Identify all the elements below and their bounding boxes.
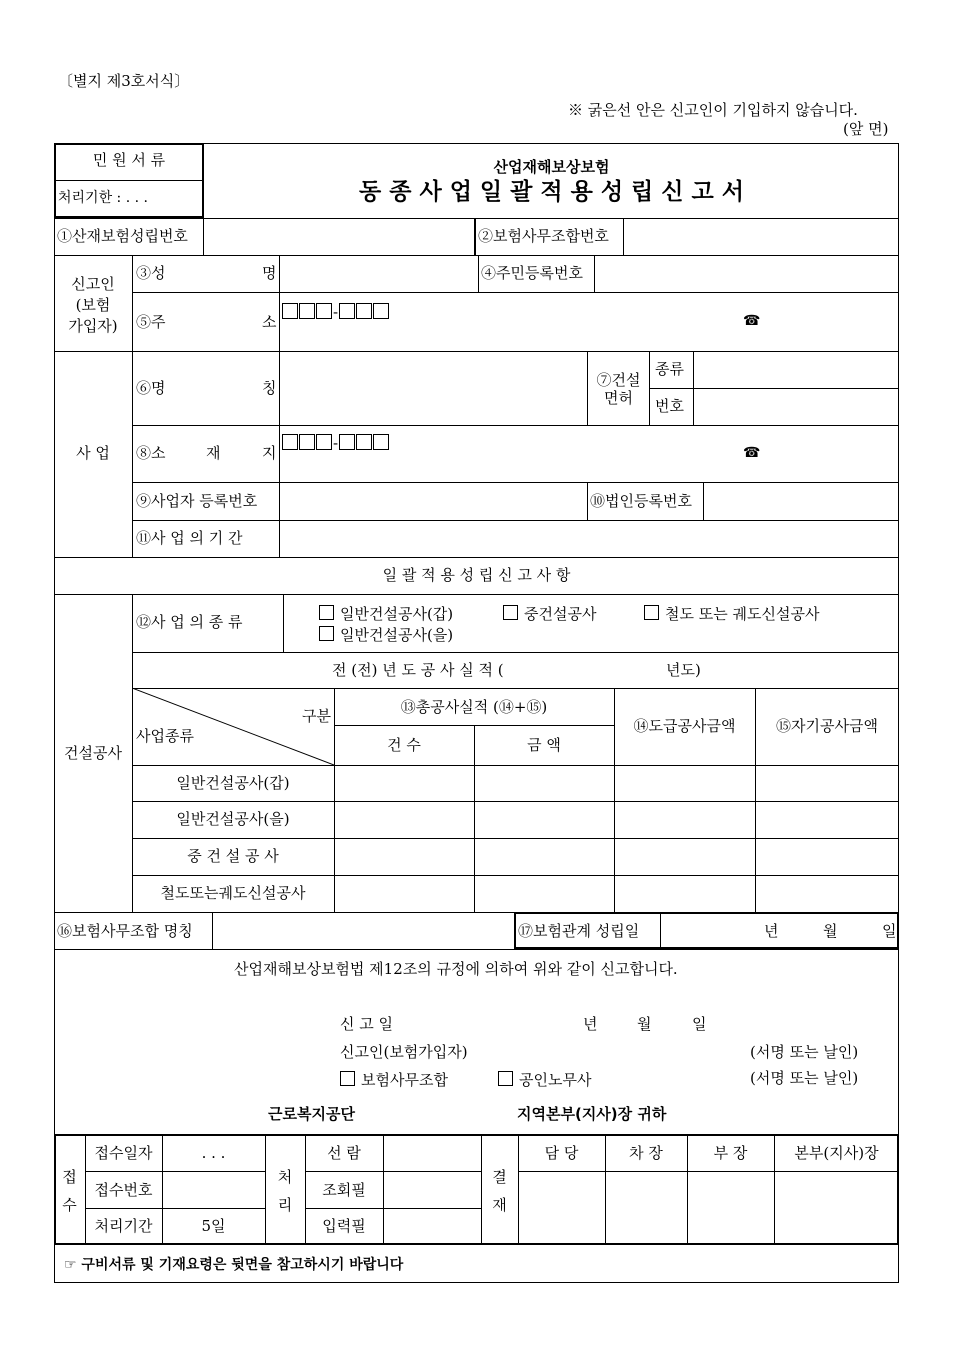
biz-reg-no-field[interactable] [281,484,585,518]
location-label-tail: 지 [262,444,277,462]
biz-name-field[interactable] [281,353,585,423]
location-label: ⑧소 [136,444,166,462]
construction-license-label: ⑦건설 면허 [596,371,641,407]
proc-period-label: 처리기간 [94,1217,153,1235]
title-sub: 산업재해보상보험 [493,158,610,176]
inquiry-label: 조회필 [322,1181,366,1199]
license-no-field[interactable] [695,390,897,423]
form-label: 〔별지 제3호서식〕 [58,72,190,90]
corp-reg-no-field[interactable] [705,484,897,518]
recv-date-label: 접수일자 [94,1144,153,1162]
declaration-month: 월 [637,1015,652,1033]
est-date-day: 일 [882,922,897,940]
process-section-label: 처 리 [277,1168,293,1214]
address-label-tail: 소 [262,313,277,331]
proc-period-value: 5일 [201,1217,226,1235]
est-date-month: 월 [823,922,838,940]
name-label-tail: 명 [262,264,277,282]
biz-period-field[interactable] [281,522,897,555]
rrn-label: ④주민등록번호 [481,264,583,282]
approver-head: 본부(지사)장 [794,1144,879,1162]
col-gubun: 구분 [302,707,331,725]
col-contract: ⑭도급공사금액 [633,717,736,735]
page-title: 동 종 사 업 일 괄 적 용 성 립 신 고 서 [359,178,744,205]
input-label: 입력필 [322,1217,366,1235]
recv-no-label: 접수번호 [94,1181,153,1199]
assoc-name-field[interactable] [214,914,512,947]
biz-reg-no-label: ⑨사업자 등록번호 [136,492,258,510]
insurance-est-no-label: ①산재보험성립번호 [57,227,188,245]
declaration-year: 년 [583,1015,598,1033]
license-no-label: 번호 [655,397,684,415]
col-kind: 사업종류 [136,727,194,745]
applicant-label: 신고인 (보험 가입자) [68,275,118,335]
sign-label-2: (서명 또는 날인) [750,1069,859,1087]
name-label: ③성 [136,264,166,282]
col-total: ⑬총공사실적 (⑭+⑮) [400,698,548,716]
assoc-name-label: ⑯보험사무조합 명칭 [57,922,193,940]
approval-section-label: 결 재 [492,1168,507,1214]
construction-label: 건설공사 [64,744,122,762]
prev-year-label: 전 (전) 년 도 공 사 실 적 ( [332,661,504,679]
col-self: ⑮자기공사금액 [776,717,878,735]
addressee: 지역본부(지사)장 귀하 [517,1105,667,1123]
option-general-b[interactable]: 일반건설공사(을) [319,626,453,643]
declaration-date-label: 신 고 일 [340,1015,394,1033]
option-heavy[interactable]: 중건설공사 [503,605,596,622]
est-date-label: ⑰보험관계 성립일 [518,922,640,940]
declaration-text: 산업재해보상보험법 제12조의 규정에 의하여 위와 같이 신고합니다. [234,960,678,978]
rrn-field[interactable] [596,257,897,290]
table-row-label: 철도또는궤도신설공사 [160,884,306,902]
est-date-year: 년 [764,922,779,940]
phone-icon: ☎ [743,313,761,329]
insurance-est-no-field[interactable] [205,220,472,253]
approver-deputy: 차 장 [629,1144,663,1162]
license-type-field[interactable] [695,353,897,386]
biz-phone-icon: ☎ [743,445,761,461]
table-row-label: 일반건설공사(을) [176,810,290,828]
biz-name-label: ⑥명 [136,379,166,397]
biz-kind-label: ⑫사 업 의 종 류 [136,613,243,631]
declaration-day: 일 [692,1015,707,1033]
business-label: 사 업 [76,444,110,462]
name-field[interactable] [281,257,476,290]
table-row-label: 중 건 설 공 사 [187,847,279,865]
table-row-label: 일반건설공사(갑) [176,774,290,792]
option-insurance-assoc[interactable]: 보험사무조합 [340,1071,448,1088]
address-label: ⑤주 [136,313,166,331]
assoc-no-label: ②보험사무조합번호 [478,227,609,245]
declarant-label: 신고인(보험가입자) [340,1043,468,1061]
postal-code-boxes[interactable]: - [282,303,390,320]
license-type-label: 종류 [655,360,684,378]
col-count: 건 수 [387,736,421,754]
approver-staff: 담 당 [544,1144,579,1162]
review-label: 선 람 [327,1144,361,1162]
org-name: 근로복지공단 [268,1105,355,1123]
recv-date-value: . . . [201,1144,226,1162]
biz-period-label: ⑪사 업 의 기 간 [136,529,243,547]
page-side: (앞 면) [843,120,889,138]
receipt-section-label: 접 수 [62,1168,77,1214]
sign-label-1: (서명 또는 날인) [750,1043,859,1061]
option-general-a[interactable]: 일반건설공사(갑) [319,605,453,622]
assoc-no-field[interactable] [625,220,897,253]
deadline-label: 처리기한 : . . . [58,190,148,206]
corp-reg-no-label: ⑩법인등록번호 [590,492,692,510]
approver-manager: 부 장 [713,1144,748,1162]
prev-year-label-tail: 년도) [666,661,701,679]
location-label-mid: 재 [206,444,221,462]
col-amount: 금 액 [527,736,561,754]
option-labor-attorney[interactable]: 공인노무사 [498,1071,591,1088]
civil-docs-label: 민 원 서 류 [92,151,166,169]
fill-note: ※ 굵은선 안은 신고인이 기입하지 않습니다. [568,101,858,119]
footer-note: ☞ 구비서류 및 기재요령은 뒷면을 참고하시기 바랍니다 [64,1257,404,1273]
option-railway[interactable]: 철도 또는 궤도신설공사 [644,605,819,622]
biz-name-label-tail: 칭 [262,379,277,397]
section-title: 일 괄 적 용 성 립 신 고 사 항 [382,566,571,584]
biz-postal-code-boxes[interactable]: - [282,434,390,451]
